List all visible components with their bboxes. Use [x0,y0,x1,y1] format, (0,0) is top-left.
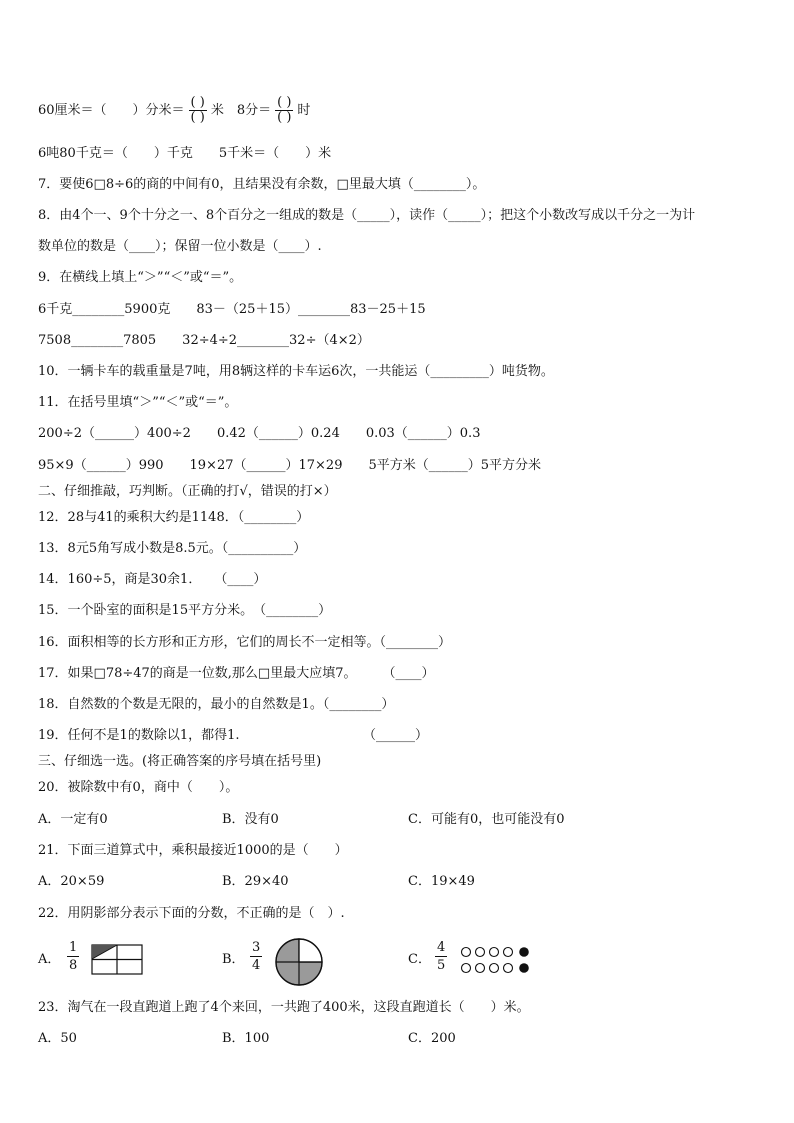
line-unit-conversion-1 [38,96,310,125]
question-11-row-1: 200÷2（______）400÷2 0.42（______）0.24 0.03（______）0.3 [38,426,481,441]
question-8-line-1: 8．由4个一、9个十分之一、8个百分之一组成的数是（_____），读作（_____）；把这个小数改写成以千分之一为计 [38,208,696,223]
q20-option-a: A．一定有0 [38,812,108,827]
question-20: 20．被除数中有0，商中（ ）。 [38,780,239,795]
question-9: 9．在横线上填上“＞”“＜”或“＝”。 [38,270,243,285]
question-9-row-1: 6千克________5900克 83－（25＋15）________83－25＋15 [38,302,426,317]
q23-option-c: C．200 [408,1031,456,1046]
q22-option-b-label: B． [222,952,245,967]
q22-option-c-dots-figure [460,944,536,976]
section-2-heading: 二、仔细推敲，巧判断。（正确的打√，错误的打×） [38,484,337,499]
text-segment: 60厘米＝（ ）分米＝ [38,103,185,118]
q23-option-b: B．100 [222,1031,270,1046]
question-13: 13．8元5角写成小数是8.5元。（__________） [38,541,307,556]
q20-option-c: C．可能有0，也可能没有0 [408,812,565,827]
q22-option-c-label: C． [408,952,431,967]
question-15: 15．一个卧室的面积是15平方分米。 （________） [38,603,332,618]
section-3-heading: 三、仔细选一选。(将正确答案的序号填在括号里) [38,754,322,769]
q22-option-b-circle-figure [273,937,325,987]
question-22: 22．用阴影部分表示下面的分数，不正确的是（ ）. [38,906,345,921]
q21-option-c: C．19×49 [408,874,475,889]
question-12: 12．28与41的乘积大约是1148．（________） [38,510,310,525]
question-18: 18．自然数的个数是无限的，最小的自然数是1。（________） [38,697,395,712]
question-8-line-2: 数单位的数是（____）；保留一位小数是（____）. [38,239,322,254]
question-10: 10．一辆卡车的载重量是7吨，用8辆这样的卡车运6次，一共能运（_________）吨货物。 [38,364,554,379]
question-19: 19．任何不是1的数除以1，都得1. （______） [38,728,428,743]
fraction-blank: $\frac{( )}{( )}$ [277,95,292,125]
question-17: 17．如果□78÷47的商是一位数,那么□里最大应填7。 （____） [38,666,435,681]
question-7: 7．要使6□8÷6的商的中间有0，且结果没有余数，□里最大填（________）。 [38,177,486,192]
question-11: 11．在括号里填“＞”“＜”或“＝”。 [38,395,238,410]
q22-option-b-fraction: $\frac{3}{4}$ [252,940,261,973]
q23-option-a: A．50 [38,1031,77,1046]
q22-option-a-fraction: $\frac{1}{8}$ [69,940,78,973]
q21-option-b: B．29×40 [222,874,289,889]
q21-option-a: A．20×59 [38,874,105,889]
q22-option-c-fraction: $\frac{4}{5}$ [437,940,446,973]
q20-option-b: B．没有0 [222,812,279,827]
text-segment: 米 8分＝ [210,103,272,118]
question-16: 16．面积相等的长方形和正方形，它们的周长不一定相等。（________） [38,635,452,650]
question-9-row-2: 7508________7805 32÷4÷2________32÷（4×2） [38,333,370,348]
question-11-row-2: 95×9（______）990 19×27（______）17×29 5平方米（______）5平方分米 [38,458,542,473]
question-23: 23．淘气在一段直跑道上跑了4个来回，一共跑了400米，这段直跑道长（ ）米。 [38,1000,530,1015]
question-21: 21．下面三道算式中，乘积最接近1000的是（ ） [38,843,348,858]
q22-option-a-label: A． [38,952,61,967]
q22-option-a-rectangle-figure [91,944,145,976]
fraction-blank: $\frac{( )}{( )}$ [190,95,205,125]
question-14: 14．160÷5，商是30余1． （____） [38,572,267,587]
text-segment: 时 [297,103,311,118]
line-unit-conversion-2: 6吨80千克＝（ ）千克 5千米＝（ ）米 [38,146,332,161]
